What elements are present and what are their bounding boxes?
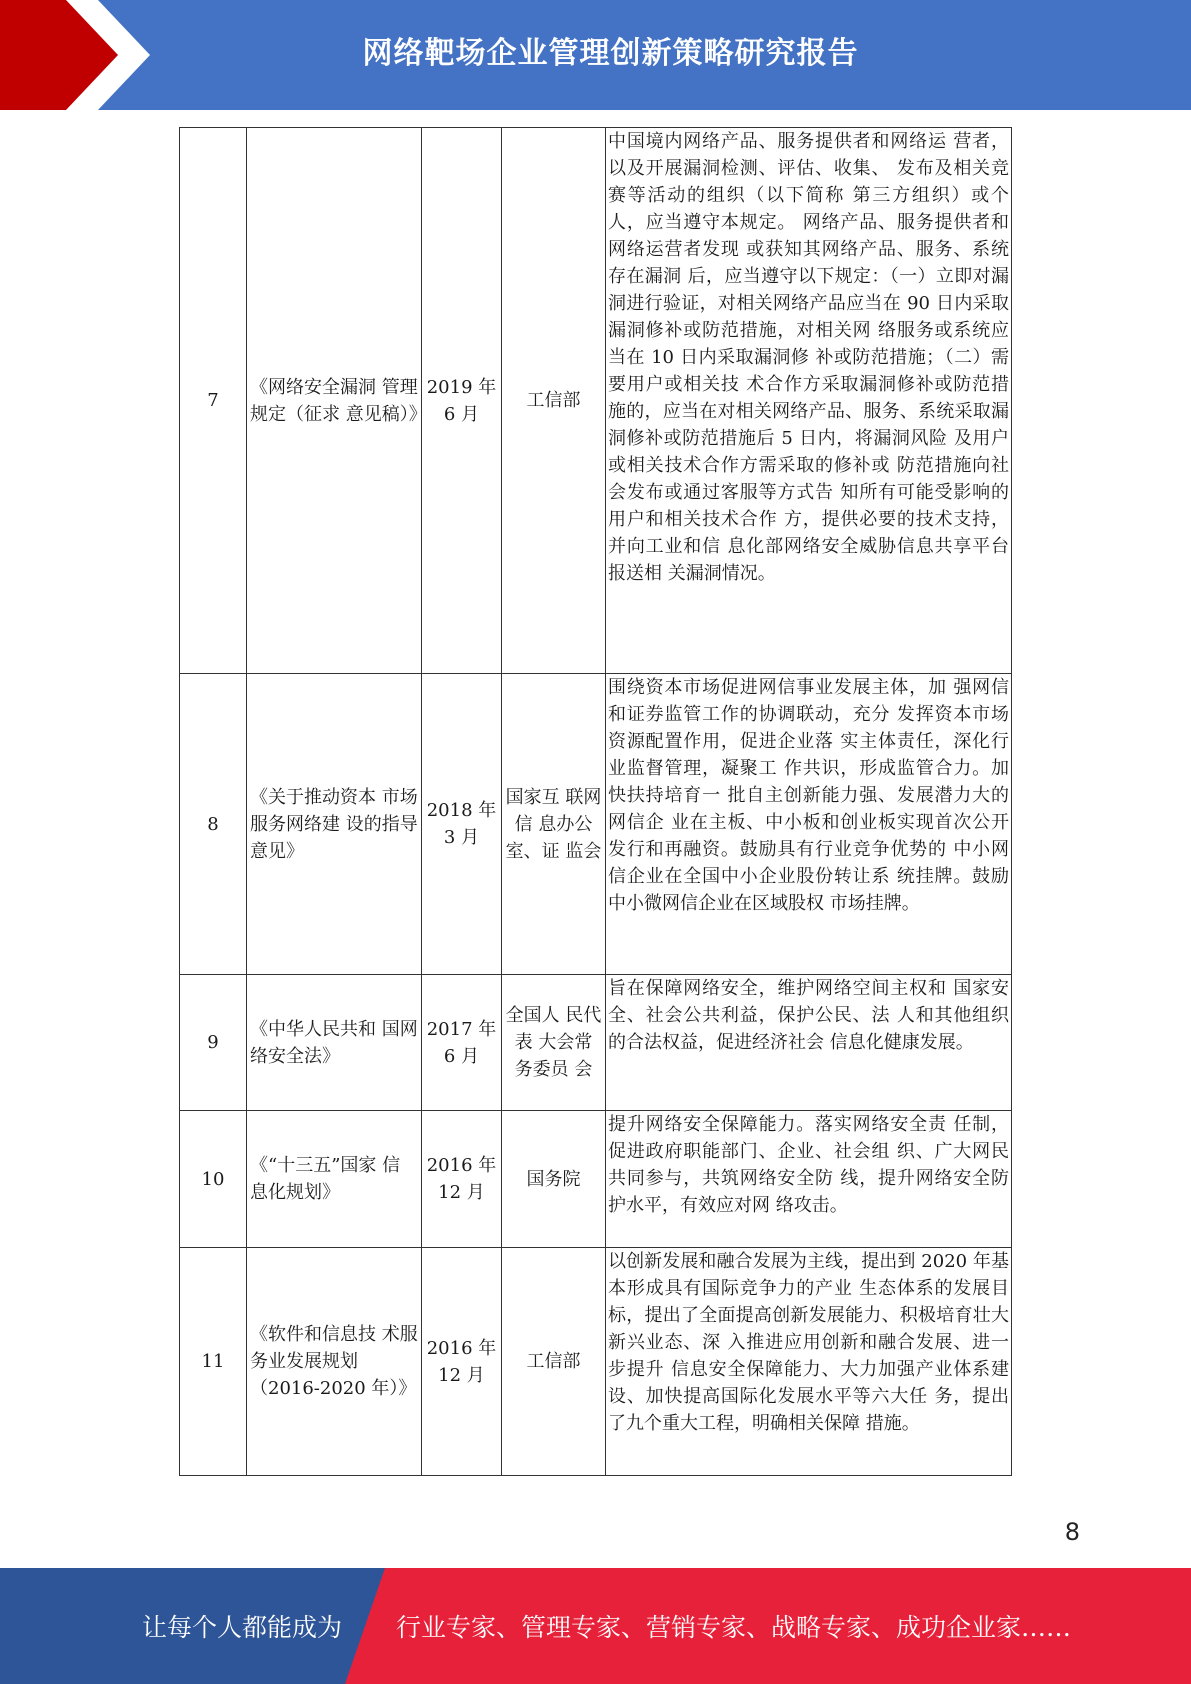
policy-name: 《软件和信息技 术服务业发展规划（2016-2020 年）》 [247, 1248, 422, 1476]
issue-date: 2019 年 6 月 [422, 128, 502, 674]
issue-date: 2018 年 3 月 [422, 674, 502, 975]
row-number: 7 [180, 128, 247, 674]
policy-name: 《中华人民共和 国网络安全法》 [247, 975, 422, 1111]
issuing-department: 工信部 [502, 1248, 606, 1476]
issuing-department: 国务院 [502, 1111, 606, 1248]
policy-name: 《网络安全漏洞 管理规定（征求 意见稿）》 [247, 128, 422, 674]
policy-name: 《关于推动资本 市场服务网络建 设的指导意见》 [247, 674, 422, 975]
header-title: 网络靶场企业管理创新策略研究报告 [362, 36, 859, 71]
table-row [180, 1248, 1012, 1476]
policy-content: 中国境内网络产品、服务提供者和网络运 营者，以及开展漏洞检测、评估、收集、 发布及相关竞赛等活动的组织（以下简称 第三方组织）或个人，应当遵守本规定。 网络产品、服务提供者和网络运营者发现 或获知其网络产品、服务、系统存在漏洞 后，应当遵守以下规定：（一）立即对漏 洞进行验证，对相关网络产品应当在 90 日内采取漏洞修补或防范措施，对相关网 络服务或系统应当在 10 日内采取漏洞修 补或防范措施；（二）需要用户或相关技 术合作方采取漏洞修补或防范措施的，应当在对相关网络产品、服务、系统采取漏 洞修补或防范措施后 5 日内，将漏洞风险 及用户或相关技术合作方需采取的修补或 防范措施向社会发布或通过客服等方式告 知所有可能受影响的用户和相关技术合作 方，提供必要的技术支持，并向工业和信 息化部网络安全威胁信息共享平台报送相 关漏洞情况。 [606, 128, 1012, 674]
issuing-department: 工信部 [502, 128, 606, 674]
policy-content: 围绕资本市场促进网信事业发展主体，加 强网信和证券监管工作的协调联动，充分 发挥资本市场资源配置作用，促进企业落 实主体责任，深化行业监督管理，凝聚工 作共识，形成监管合力。加快扶持培育一 批自主创新能力强、发展潜力大的网信企 业在主板、中小板和创业板实现首次公开 发行和再融资。鼓励具有行业竞争优势的 中小网信企业在全国中小企业股份转让系 统挂牌。鼓励中小微网信企业在区域股权 市场挂牌。 [606, 674, 1012, 975]
footer-slogan-left: 让每个人都能成为 [142, 1613, 343, 1642]
policy-content: 旨在保障网络安全，维护网络空间主权和 国家安全、社会公共利益，保护公民、法 人和其他组织的合法权益，促进经济社会 信息化健康发展。 [606, 975, 1012, 1111]
page-footer [0, 1568, 1191, 1684]
policy-name: 《“十三五”国家 信息化规划》 [247, 1111, 422, 1248]
issue-date: 2016 年 12 月 [422, 1111, 502, 1248]
table-row [180, 975, 1012, 1111]
row-number: 8 [180, 674, 247, 975]
row-number: 11 [180, 1248, 247, 1476]
page-number: 8 [1064, 1518, 1080, 1546]
policy-content: 提升网络安全保障能力。落实网络安全责 任制，促进政府职能部门、企业、社会组 织、广大网民共同参与，共筑网络安全防 线，提升网络安全防护水平，有效应对网 络攻击。 [606, 1111, 1012, 1248]
issuing-department: 全国人 民代表 大会常 务委员 会 [502, 975, 606, 1111]
issue-date: 2016 年 12 月 [422, 1248, 502, 1476]
policy-table [179, 127, 1012, 1476]
page-header [0, 0, 1191, 110]
policy-content: 以创新发展和融合发展为主线，提出到 2020 年基本形成具有国际竞争力的产业 生态体系的发展目标，提出了全面提高创新发展能力、积极培育壮大新兴业态、深 入推进应用创新和融合发展、进一步提升 信息安全保障能力、大力加强产业体系建 设、加快提高国际化发展水平等六大任 务，提出了九个重大工程，明确相关保障 措施。 [606, 1248, 1012, 1476]
issue-date: 2017 年 6 月 [422, 975, 502, 1111]
table-row [180, 1111, 1012, 1248]
table-row [180, 128, 1012, 674]
row-number: 9 [180, 975, 247, 1111]
issuing-department: 国家互 联网信 息办公 室、证 监会 [502, 674, 606, 975]
table-row [180, 674, 1012, 975]
row-number: 10 [180, 1111, 247, 1248]
footer-slogan-right: 行业专家、管理专家、营销专家、战略专家、成功企业家…… [396, 1613, 1072, 1642]
